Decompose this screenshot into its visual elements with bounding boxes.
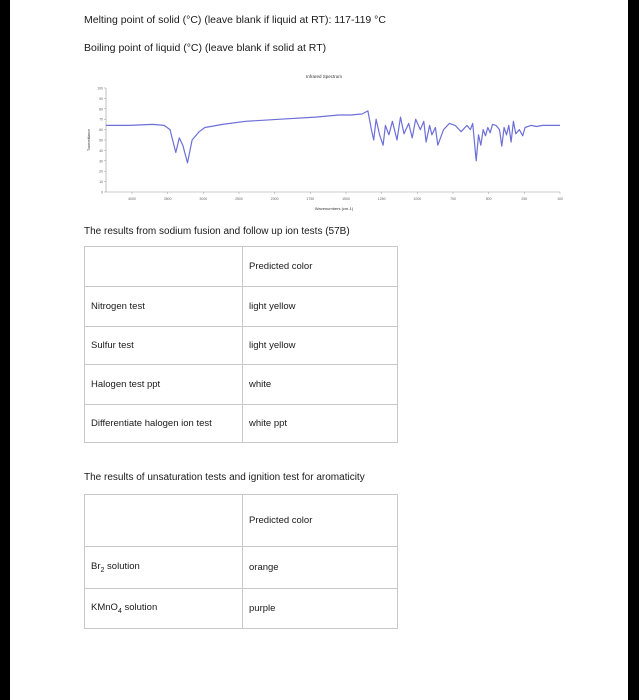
x-tick-label: 250 [521, 197, 528, 201]
y-tick-label: 70 [99, 117, 103, 122]
reagent-name: Br [91, 561, 101, 573]
sodium-fusion-table [84, 246, 398, 443]
test-name-cell: Differentiate halogen ion test [85, 405, 243, 443]
predicted-color-cell: white ppt [243, 405, 398, 443]
table-row [85, 365, 398, 405]
test-name-cell: Nitrogen test [85, 287, 243, 327]
ir-spectrum-line [106, 111, 560, 163]
test-name-cell [85, 589, 243, 629]
table-row [85, 287, 398, 327]
header-predicted-color: Predicted color [243, 247, 398, 287]
melting-point-line: Melting point of solid (°C) (leave blank if liquid at RT): 117-119 °C [84, 14, 386, 26]
predicted-color-cell: white [243, 365, 398, 405]
reagent-suffix: solution [121, 602, 158, 614]
y-tick-label: 90 [99, 96, 103, 101]
y-tick-label: 80 [99, 107, 103, 112]
test-name-cell [85, 547, 243, 589]
document-page [10, 0, 628, 700]
y-tick-label: 60 [99, 128, 103, 133]
reagent-name: KMnO [91, 602, 118, 614]
table-header-row [85, 495, 398, 547]
predicted-color-cell: purple [243, 589, 398, 629]
header-predicted-color: Predicted color [243, 495, 398, 547]
x-tick-label: 1750 [306, 197, 315, 201]
y-tick-label: 0 [101, 190, 103, 195]
header-empty-cell [85, 495, 243, 547]
x-tick-label: 750 [450, 197, 456, 201]
ir-spectrum-chart [84, 70, 566, 220]
table-header-row [85, 247, 398, 287]
ir-spectrum-svg [84, 70, 566, 220]
y-tick-label: 10 [99, 180, 103, 185]
header-empty-cell [85, 247, 243, 287]
predicted-color-cell: light yellow [243, 287, 398, 327]
x-tick-label: 2500 [235, 197, 243, 201]
table-row [85, 327, 398, 365]
chart-title: Infrared Spectrum [305, 74, 343, 79]
boiling-point-line: Boiling point of liquid (°C) (leave blank if solid at RT) [84, 42, 327, 54]
y-tick-label: 30 [99, 159, 103, 164]
test-name-cell: Halogen test ppt [85, 365, 243, 405]
y-tick-label: 40 [99, 148, 103, 153]
predicted-color-cell: light yellow [243, 327, 398, 365]
x-tick-label: 1500 [342, 197, 350, 201]
x-tick-label: 500 [485, 197, 492, 201]
sodium-fusion-title: The results from sodium fusion and follow up ion tests (57B) [84, 226, 350, 237]
x-tick-label: 100 [557, 197, 563, 201]
table-row [85, 589, 398, 629]
x-tick-label: 3500 [163, 197, 172, 201]
x-axis-label: Wavenumbers (cm-1) [314, 206, 354, 211]
x-tick-label: 2000 [270, 197, 279, 201]
test-name-cell: Sulfur test [85, 327, 243, 365]
y-axis-label: Transmittance [87, 128, 91, 152]
x-tick-label: 3000 [199, 197, 208, 201]
reagent-subscript: 4 [117, 607, 122, 615]
x-tick-label: 1000 [413, 197, 422, 201]
table-row [85, 405, 398, 443]
x-tick-label: 4000 [128, 197, 136, 201]
unsaturation-table [84, 494, 398, 629]
reagent-suffix: solution [104, 561, 140, 573]
table-row [85, 547, 398, 589]
y-tick-label: 50 [99, 138, 103, 143]
x-tick-label: 1250 [377, 197, 386, 201]
y-tick-label: 100 [97, 86, 103, 91]
predicted-color-cell: orange [243, 547, 398, 589]
unsaturation-title: The results of unsaturation tests and ignition test for aromaticity [84, 472, 365, 483]
reagent-subscript: 2 [100, 566, 105, 574]
y-tick-label: 20 [99, 169, 103, 174]
